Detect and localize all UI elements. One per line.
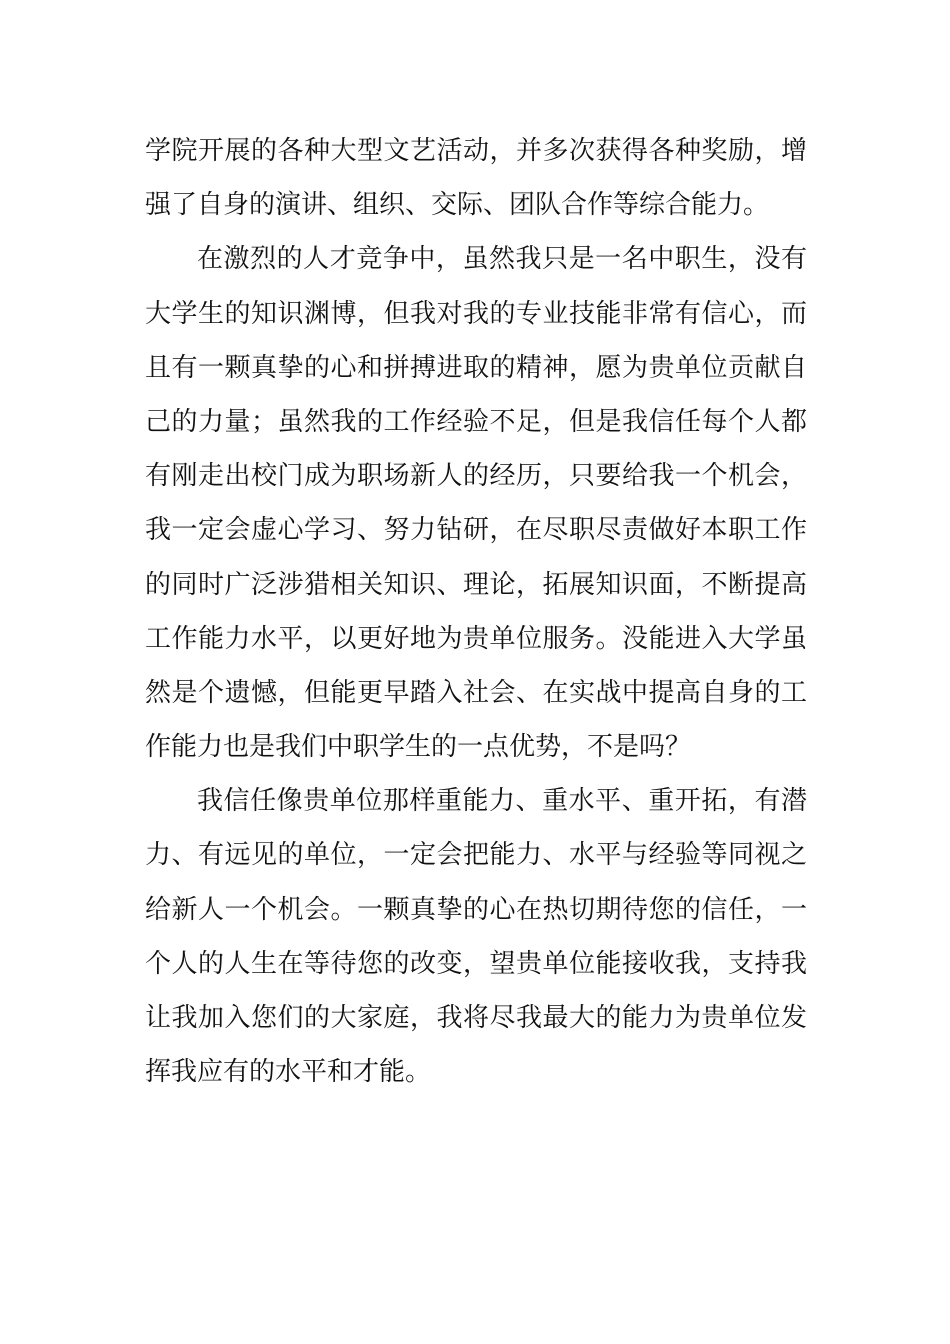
document-body xyxy=(145,124,807,1099)
text-line: 作能力也是我们中职学生的一点优势，不是吗？ xyxy=(145,732,692,763)
text-line: 让我加入您们的大家庭，我将尽我最大的能力为贵单位发 xyxy=(145,1003,807,1033)
text-line: 学院开展的各种大型文艺活动，并多次获得各种奖励，增 xyxy=(145,136,807,166)
text-line: 强了自身的演讲、组织、交际、团队合作等综合能力。 xyxy=(145,190,770,221)
text-line: 我信任像贵单位那样重能力、重水平、重开拓，有潜 xyxy=(197,786,807,817)
text-line: 挥我应有的水平和才能。 xyxy=(145,1057,432,1088)
text-line: 有刚走出校门成为职场新人的经历，只要给我一个机会， xyxy=(145,461,807,492)
text-line: 力、有远见的单位，一定会把能力、水平与经验等同视之 xyxy=(145,840,807,871)
text-line: 个人的人生在等待您的改变，望贵单位能接收我，支持我 xyxy=(145,948,807,979)
text-line: 工作能力水平，以更好地为贵单位服务。没能进入大学虽 xyxy=(145,623,807,654)
text-line: 的同时广泛涉猎相关知识、理论，拓展知识面，不断提高 xyxy=(145,569,807,600)
text-line: 给新人一个机会。一颗真挚的心在热切期待您的信任，一 xyxy=(145,894,807,925)
text-line: 大学生的知识渊博，但我对我的专业技能非常有信心，而 xyxy=(145,298,807,329)
text-line: 且有一颗真挚的心和拼搏进取的精神，愿为贵单位贡献自 xyxy=(145,352,807,383)
text-line: 己的力量；虽然我的工作经验不足，但是我信任每个人都 xyxy=(145,406,807,437)
paragraph-3 xyxy=(145,774,807,1099)
paragraph-1 xyxy=(145,124,807,232)
text-line: 我一定会虚心学习、努力钻研，在尽职尽责做好本职工作 xyxy=(145,515,807,546)
text-line: 然是个遗憾，但能更早踏入社会、在实战中提高自身的工 xyxy=(145,677,807,708)
paragraph-2 xyxy=(145,232,807,774)
text-line: 在激烈的人才竞争中，虽然我只是一名中职生，没有 xyxy=(197,244,807,275)
